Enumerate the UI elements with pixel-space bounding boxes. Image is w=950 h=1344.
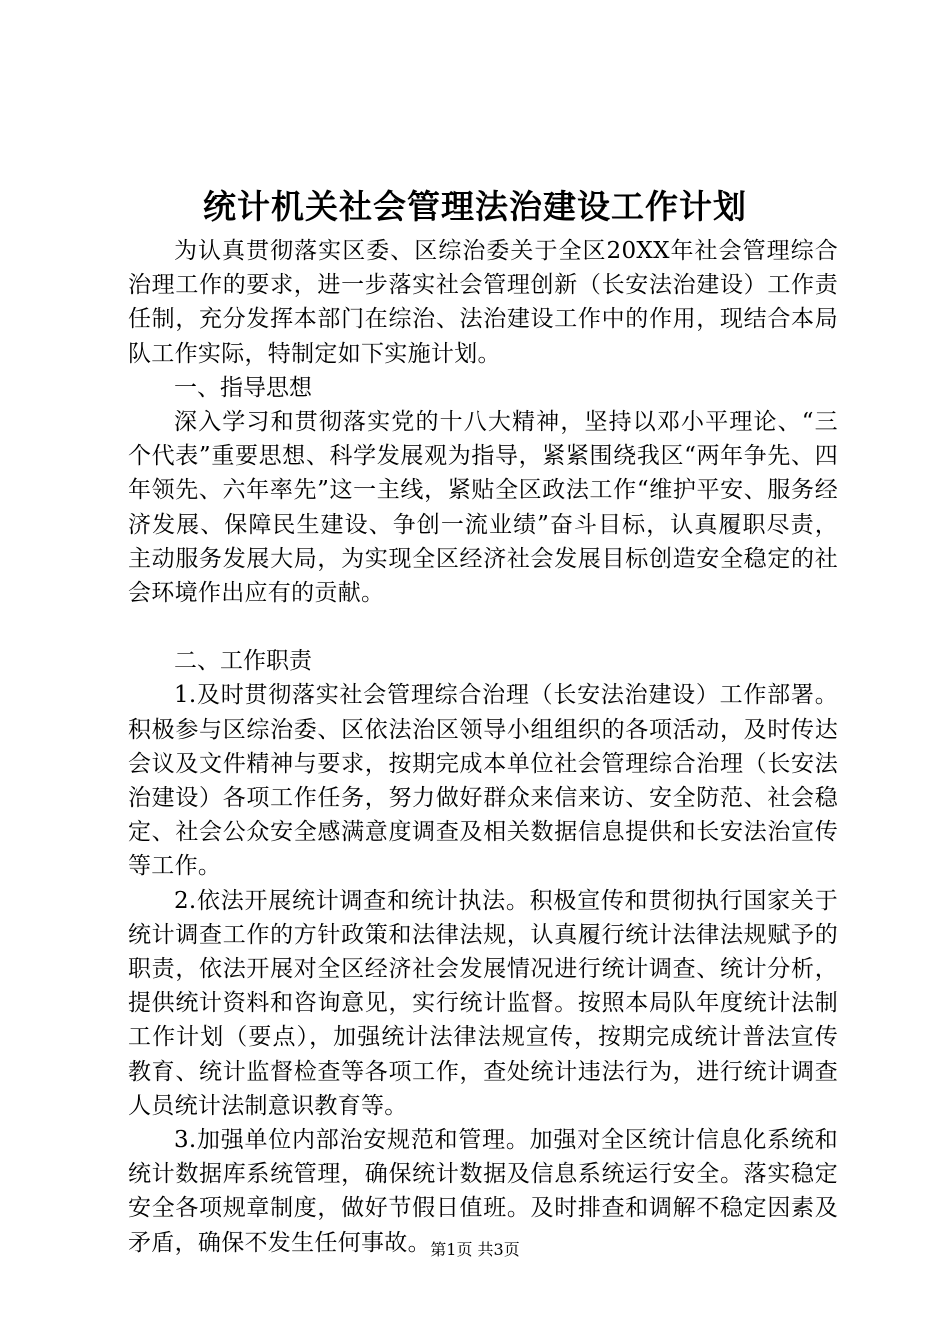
responsibility-item-1: 1.及时贯彻落实社会管理综合治理（长安法治建设）工作部署。积极参与区综治委、区依法治区领导小组组织的各项活动，及时传达会议及文件精神与要求，按期完成本单位社会管理综合治理（长安法治建设）各项工作任务，努力做好群众来信来访、安全防范、社会稳定、社会公众安全感满意度调查及相关数据信息提供和长安法治宣传等工作。	[128, 682, 838, 880]
section-heading-guiding-ideology: 一、指导思想	[174, 374, 312, 401]
document-title: 统计机关社会管理法治建设工作计划	[203, 187, 747, 226]
page-footer: 第1页 共3页	[430, 1240, 520, 1259]
intro-paragraph: 为认真贯彻落实区委、区综治委关于全区20XX年社会管理综合治理工作的要求，进一步落实社会管理创新（长安法治建设）工作责任制，充分发挥本部门在综治、法治建设工作中的作用，现结合本局队工作实际，特制定如下实施计划。	[128, 238, 838, 367]
guiding-ideology-paragraph: 深入学习和贯彻落实党的十八大精神，坚持以邓小平理论、“三个代表”重要思想、科学发展观为指导，紧紧围绕我区“两年争先、四年领先、六年率先”这一主线，紧贴全区政法工作“维护平安、服务经济发展、保障民生建设、争创一流业绩”奋斗目标，认真履职尽责，主动服务发展大局，为实现全区经济社会发展目标创造安全稳定的社会环境作出应有的贡献。	[128, 409, 838, 607]
section-heading-responsibilities: 二、工作职责	[174, 648, 312, 675]
paragraph-spacer	[128, 610, 838, 644]
responsibility-item-3: 3.加强单位内部治安规范和管理。加强对全区统计信息化系统和统计数据库系统管理，确保统计数据及信息系统运行安全。落实稳定安全各项规章制度，做好节假日值班。及时排查和调解不稳定因素及矛盾，确保不发生任何事故。	[128, 1127, 838, 1256]
responsibility-item-2: 2.依法开展统计调查和统计执法。积极宣传和贯彻执行国家关于统计调查工作的方针政策和法律法规，认真履行统计法律法规赋予的职责，依法开展对全区经济社会发展情况进行统计调查、统计分析，提供统计资料和咨询意见，实行统计监督。按照本局队年度统计法制工作计划（要点），加强统计法律法规宣传，按期完成统计普法宣传教育、统计监督检查等各项工作，查处统计违法行为，进行统计调查人员统计法制意识教育等。	[128, 887, 838, 1119]
document-body	[128, 234, 838, 1260]
